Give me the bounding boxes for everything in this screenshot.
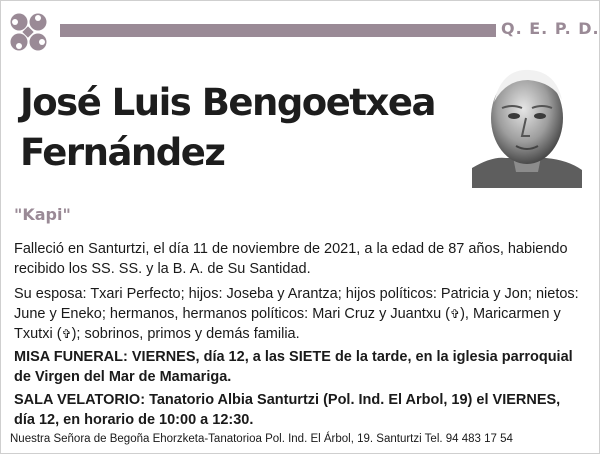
name-line-1: José Luis Bengoetxea: [20, 81, 435, 124]
funeral-mass-text: MISA FUNERAL: VIERNES, día 12, a las SIETE de la tarde, en la iglesia parroquial de Virgen del Mar de Mamariga.: [14, 349, 573, 385]
cross-icon: ✞: [450, 307, 461, 321]
lauburu-icon: [4, 8, 52, 56]
portrait-photo: [472, 60, 582, 188]
name-line-2: Fernández: [20, 131, 225, 174]
cross-icon: ✞: [61, 327, 72, 341]
header-bar: [60, 24, 496, 37]
wake-room-text: SALA VELATORIO: Tanatorio Albia Santurtzi (Pol. Ind. El Arbol, 19) el VIERNES, día 12, en horario de 10:00 a 12:30.: [14, 392, 561, 428]
family-list-text: Su esposa: Txari Perfecto; hijos: Joseba y Arantza; hijos políticos: Patricia y Jon; nietos: June y Eneko; hermanos, hermanos políticos: Mari Cruz y Juantxu (✞), Maricarmen y Txutxi (✞); sobrinos, primos y demás familia.: [14, 286, 579, 342]
deceased-name: [20, 78, 470, 178]
nickname: "Kapi": [14, 205, 71, 224]
funeral-home-footer: Nuestra Señora de Begoña Ehorzketa-Tanatorioa Pol. Ind. El Árbol, 19. Santurtzi Tel. 94 483 17 54: [10, 433, 513, 445]
death-notice-text: Falleció en Santurtzi, el día 11 de noviembre de 2021, a la edad de 87 años, habiendo recibido los SS. SS. y la B. A. de Su Santidad.: [14, 241, 568, 277]
qepd-label: Q. E. P. D.: [501, 19, 600, 38]
